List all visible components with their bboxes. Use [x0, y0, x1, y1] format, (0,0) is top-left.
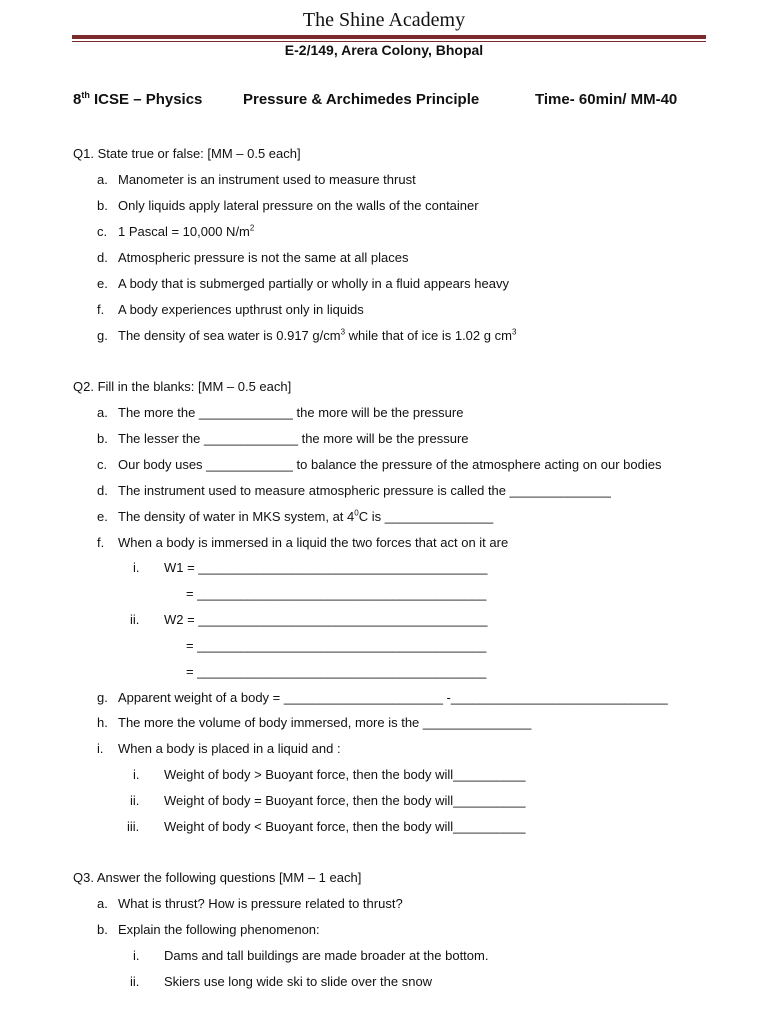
chapter-topic: Pressure & Archimedes Principle: [243, 91, 480, 108]
q2-marker-i: i.: [97, 741, 104, 756]
q1-item-c: 1 Pascal = 10,000 $N/m^2$: [118, 223, 255, 239]
q2-item-c: Our body uses ____________ to balance the pressure of the atmosphere acting on our bodies: [118, 457, 662, 472]
q2-heading: Q2. Fill in the blanks: [MM – 0.5 each]: [73, 379, 292, 394]
q2-marker-a: a.: [97, 405, 108, 420]
q3-b-sub-ii: Skiers use long wide ski to slide over the snow: [164, 974, 433, 989]
q2-item-i: When a body is placed in a liquid and :: [118, 741, 341, 756]
header-rule-thick: [72, 35, 706, 39]
q2-i-sub-i: Weight of body > Buoyant force, then the body will__________: [164, 767, 526, 782]
q2-i-sub-iii: Weight of body < Buoyant force, then the body will__________: [164, 819, 526, 834]
q3-marker-a: a.: [97, 896, 108, 911]
page-title: The Shine Academy: [302, 9, 466, 31]
q3-b-sub-i: Dams and tall buildings are made broader at the bottom.: [164, 948, 489, 963]
q1-marker-d: d.: [97, 250, 108, 265]
q1-heading: Q1. State true or false: [MM – 0.5 each]: [73, 146, 301, 161]
q2-f-ii-w2: W2 = ________________________________________: [164, 612, 488, 627]
q3-heading: Q3. Answer the following questions [MM – 1 each]: [73, 870, 362, 885]
q2-marker-b: b.: [97, 431, 108, 446]
q1-marker-f: f.: [97, 302, 105, 317]
q1-item-d: Atmospheric pressure is not the same at all places: [118, 250, 409, 265]
q2-f-marker-ii: ii.: [130, 612, 140, 627]
q2-i-marker-iii: iii.: [127, 819, 140, 834]
q2-marker-h: h.: [97, 715, 108, 730]
q2-i-marker-ii: ii.: [130, 793, 140, 808]
q1-item-a: Manometer is an instrument used to measure thrust: [118, 172, 416, 187]
q3-b-marker-i: i.: [133, 948, 140, 963]
q2-f-marker-i: i.: [133, 560, 140, 575]
time-marks: Time- 60min/ MM-40: [535, 91, 678, 108]
q2-marker-e: e.: [97, 509, 108, 524]
q3-marker-b: b.: [97, 922, 108, 937]
q2-item-a: The more the _____________ the more will be the pressure: [118, 405, 464, 420]
q2-item-h: The more the volume of body immersed, more is the _______________: [118, 715, 532, 730]
q1-marker-b: b.: [97, 198, 108, 213]
q2-item-f: When a body is immersed in a liquid the two forces that act on it are: [118, 535, 509, 550]
q1-marker-a: a.: [97, 172, 108, 187]
q1-marker-e: e.: [97, 276, 108, 291]
q2-f-ii-continuation-1: = ________________________________________: [186, 638, 487, 653]
q1-marker-g: g.: [97, 328, 108, 343]
q2-f-i-continuation: = ________________________________________: [186, 586, 487, 601]
q1-item-e: A body that is submerged partially or wholly in a fluid appears heavy: [118, 276, 509, 291]
q2-item-g: Apparent weight of a body = ______________________ -______________________________: [118, 690, 668, 705]
q3-item-a: What is thrust? How is pressure related to thrust?: [118, 896, 403, 911]
q1-item-b: Only liquids apply lateral pressure on the walls of the container: [118, 198, 479, 213]
q1-marker-c: c.: [97, 224, 108, 239]
q2-marker-f: f.: [97, 535, 105, 550]
q1-item-g: The density of sea water is 0.917 $g/cm^3$ while that of ice is 1.02 g $cm^3$: [118, 327, 517, 343]
q3-item-b: Explain the following phenomenon:: [118, 922, 320, 937]
q2-item-b: The lesser the _____________ the more will be the pressure: [118, 431, 469, 446]
q3-b-marker-ii: ii.: [130, 974, 140, 989]
q2-f-i-w1: W1 = ________________________________________: [164, 560, 488, 575]
q2-i-sub-ii: Weight of body = Buoyant force, then the body will__________: [164, 793, 526, 808]
q2-marker-d: d.: [97, 483, 108, 498]
school-address: E-2/149, Arera Colony, Bhopal: [284, 42, 484, 58]
q2-item-d: The instrument used to measure atmospheric pressure is called the ______________: [118, 483, 611, 498]
q2-f-ii-continuation-2: = ________________________________________: [186, 664, 487, 679]
q2-item-e: The density of water in MKS system, at $4^0C$ is _______________: [118, 508, 494, 524]
class-subject: 8th ICSE – Physics: [73, 90, 203, 108]
q2-i-marker-i: i.: [133, 767, 140, 782]
q2-marker-c: c.: [97, 457, 108, 472]
q1-item-f: A body experiences upthrust only in liquids: [118, 302, 364, 317]
q2-marker-g: g.: [97, 690, 108, 705]
